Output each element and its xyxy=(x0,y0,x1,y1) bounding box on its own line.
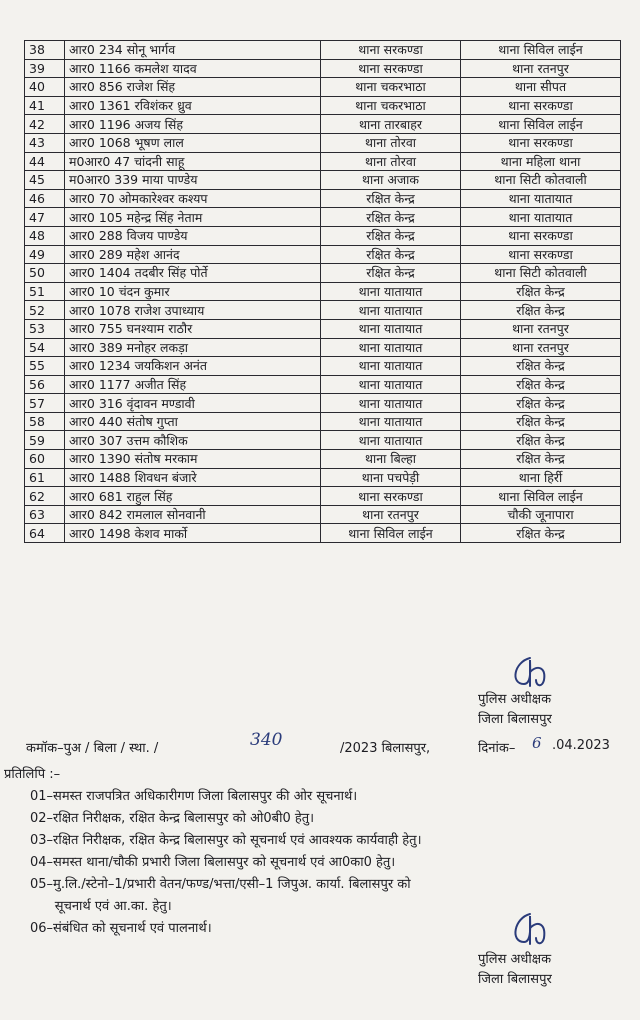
from-station-cell: थाना सरकण्डा xyxy=(321,487,461,506)
to-station-cell: थाना रतनपुर xyxy=(461,338,621,357)
to-station-cell: थाना यातायात xyxy=(461,208,621,227)
constable-name-cell: आर0 842 रामलाल सोनवानी xyxy=(65,505,321,524)
copy-to-heading: प्रतिलिपि :– xyxy=(4,767,61,782)
from-station-cell: थाना यातायात xyxy=(321,338,461,357)
copy-to-item: 04–समस्त थाना/चौकी प्रभारी जिला बिलासपुर को सूचनार्थ एवं आ0का0 हेतु। xyxy=(30,855,396,870)
constable-name-cell: आर0 755 घनश्याम राठौर xyxy=(65,319,321,338)
from-station-cell: थाना सरकण्डा xyxy=(321,59,461,78)
from-station-cell: थाना सिविल लाईन xyxy=(321,524,461,543)
from-station-cell: थाना यातायात xyxy=(321,301,461,320)
to-station-cell: थाना सरकण्डा xyxy=(461,133,621,152)
to-station-cell: थाना यातायात xyxy=(461,189,621,208)
table-row xyxy=(25,301,621,320)
serial-number-cell: 44 xyxy=(25,152,65,171)
table-row xyxy=(25,319,621,338)
signature-block-1 xyxy=(478,690,552,730)
table-row xyxy=(25,189,621,208)
from-station-cell: थाना बिल्हा xyxy=(321,450,461,469)
constable-name-cell: म0आर0 47 चांदनी साहू xyxy=(65,152,321,171)
district: जिला बिलासपुर xyxy=(478,712,552,727)
table-row xyxy=(25,357,621,376)
constable-name-cell: आर0 389 मनोहर लकड़ा xyxy=(65,338,321,357)
table-row xyxy=(25,59,621,78)
serial-number-cell: 58 xyxy=(25,412,65,431)
to-station-cell: थाना सरकण्डा xyxy=(461,226,621,245)
table-row xyxy=(25,450,621,469)
to-station-cell: थाना सरकण्डा xyxy=(461,96,621,115)
serial-number-cell: 48 xyxy=(25,226,65,245)
from-station-cell: थाना यातायात xyxy=(321,357,461,376)
reference-year-place: /2023 बिलासपुर, xyxy=(340,741,431,756)
from-station-cell: थाना चकरभाठा xyxy=(321,78,461,97)
from-station-cell: थाना यातायात xyxy=(321,282,461,301)
constable-name-cell: आर0 1361 रविशंकर ध्रुव xyxy=(65,96,321,115)
from-station-cell: थाना यातायात xyxy=(321,431,461,450)
transfer-table-body xyxy=(25,41,621,543)
to-station-cell: रक्षित केन्द्र xyxy=(461,450,621,469)
table-row xyxy=(25,282,621,301)
constable-name-cell: आर0 1078 राजेश उपाध्याय xyxy=(65,301,321,320)
to-station-cell: थाना सिविल लाईन xyxy=(461,115,621,134)
from-station-cell: रक्षित केन्द्र xyxy=(321,264,461,283)
constable-name-cell: आर0 289 महेश आनंद xyxy=(65,245,321,264)
table-row xyxy=(25,171,621,190)
table-row xyxy=(25,226,621,245)
from-station-cell: थाना यातायात xyxy=(321,319,461,338)
signature-mark xyxy=(500,910,550,948)
constable-name-cell: आर0 288 विजय पाण्डेय xyxy=(65,226,321,245)
serial-number-cell: 63 xyxy=(25,505,65,524)
copy-to-item: 05–मु.लि./स्टेनो–1/प्रभारी वेतन/फण्ड/भत्ता/एसी–1 जिपुअ. कार्या. बिलासपुर को xyxy=(30,877,411,892)
constable-name-cell: आर0 1068 भूषण लाल xyxy=(65,133,321,152)
table-row xyxy=(25,431,621,450)
from-station-cell: थाना अजाक xyxy=(321,171,461,190)
reference-number: 340 xyxy=(250,730,283,750)
from-station-cell: थाना यातायात xyxy=(321,375,461,394)
table-row xyxy=(25,412,621,431)
to-station-cell: चौकी जूनापारा xyxy=(461,505,621,524)
constable-name-cell: आर0 681 राहुल सिंह xyxy=(65,487,321,506)
from-station-cell: थाना तोरवा xyxy=(321,133,461,152)
constable-name-cell: आर0 1166 कमलेश यादव xyxy=(65,59,321,78)
constable-name-cell: आर0 1177 अजीत सिंह xyxy=(65,375,321,394)
from-station-cell: थाना रतनपुर xyxy=(321,505,461,524)
serial-number-cell: 64 xyxy=(25,524,65,543)
table-row xyxy=(25,505,621,524)
table-row xyxy=(25,264,621,283)
serial-number-cell: 46 xyxy=(25,189,65,208)
serial-number-cell: 51 xyxy=(25,282,65,301)
serial-number-cell: 59 xyxy=(25,431,65,450)
from-station-cell: रक्षित केन्द्र xyxy=(321,189,461,208)
date-month-year: .04.2023 xyxy=(552,738,610,753)
date-day: 6 xyxy=(532,734,542,752)
serial-number-cell: 61 xyxy=(25,468,65,487)
constable-name-cell: आर0 440 संतोष गुप्ता xyxy=(65,412,321,431)
constable-name-cell: आर0 1404 तदबीर सिंह पोर्ते xyxy=(65,264,321,283)
serial-number-cell: 55 xyxy=(25,357,65,376)
from-station-cell: थाना तारबाहर xyxy=(321,115,461,134)
from-station-cell: थाना तोरवा xyxy=(321,152,461,171)
table-row xyxy=(25,524,621,543)
to-station-cell: थाना सिविल लाईन xyxy=(461,41,621,60)
table-row xyxy=(25,152,621,171)
to-station-cell: थाना हिर्री xyxy=(461,468,621,487)
constable-name-cell: आर0 307 उत्तम कौशिक xyxy=(65,431,321,450)
to-station-cell: थाना रतनपुर xyxy=(461,319,621,338)
table-row xyxy=(25,115,621,134)
to-station-cell: थाना महिला थाना xyxy=(461,152,621,171)
to-station-cell: रक्षित केन्द्र xyxy=(461,301,621,320)
reference-kramank: कमॉक–पुअ / बिला / स्था. / xyxy=(26,741,159,756)
copy-to-item: 01–समस्त राजपत्रित अधिकारीगण जिला बिलासपुर की ओर सूचनार्थ। xyxy=(30,789,358,804)
table-row xyxy=(25,78,621,97)
copy-to-item: 06–संबंधित को सूचनार्थ एवं पालनार्थ। xyxy=(30,921,212,936)
from-station-cell: थाना चकरभाठा xyxy=(321,96,461,115)
constable-name-cell: म0आर0 339 माया पाण्डेय xyxy=(65,171,321,190)
to-station-cell: थाना रतनपुर xyxy=(461,59,621,78)
table-row xyxy=(25,468,621,487)
serial-number-cell: 54 xyxy=(25,338,65,357)
constable-name-cell: आर0 1488 शिवधन बंजारे xyxy=(65,468,321,487)
from-station-cell: रक्षित केन्द्र xyxy=(321,226,461,245)
table-row xyxy=(25,375,621,394)
to-station-cell: थाना सिविल लाईन xyxy=(461,487,621,506)
constable-name-cell: आर0 1390 संतोष मरकाम xyxy=(65,450,321,469)
transfer-table xyxy=(24,40,621,543)
constable-name-cell: आर0 70 ओमकारेश्वर कश्यप xyxy=(65,189,321,208)
table-row xyxy=(25,487,621,506)
serial-number-cell: 42 xyxy=(25,115,65,134)
constable-name-cell: आर0 10 चंदन कुमार xyxy=(65,282,321,301)
date-label: दिनांक– xyxy=(478,741,516,756)
serial-number-cell: 43 xyxy=(25,133,65,152)
table-row xyxy=(25,96,621,115)
to-station-cell: थाना सिटी कोतवाली xyxy=(461,171,621,190)
district: जिला बिलासपुर xyxy=(478,972,552,987)
to-station-cell: रक्षित केन्द्र xyxy=(461,282,621,301)
table-row xyxy=(25,41,621,60)
to-station-cell: थाना सिटी कोतवाली xyxy=(461,264,621,283)
from-station-cell: थाना पचपेड़ी xyxy=(321,468,461,487)
to-station-cell: थाना सरकण्डा xyxy=(461,245,621,264)
to-station-cell: रक्षित केन्द्र xyxy=(461,431,621,450)
serial-number-cell: 50 xyxy=(25,264,65,283)
to-station-cell: रक्षित केन्द्र xyxy=(461,357,621,376)
from-station-cell: थाना सरकण्डा xyxy=(321,41,461,60)
from-station-cell: रक्षित केन्द्र xyxy=(321,245,461,264)
serial-number-cell: 53 xyxy=(25,319,65,338)
serial-number-cell: 57 xyxy=(25,394,65,413)
serial-number-cell: 49 xyxy=(25,245,65,264)
serial-number-cell: 60 xyxy=(25,450,65,469)
copy-to-item: सूचनार्थ एवं आ.का. हेतु। xyxy=(30,899,172,914)
to-station-cell: रक्षित केन्द्र xyxy=(461,412,621,431)
constable-name-cell: आर0 856 राजेश सिंह xyxy=(65,78,321,97)
to-station-cell: थाना सीपत xyxy=(461,78,621,97)
table-row xyxy=(25,394,621,413)
signature-block-2 xyxy=(478,950,552,990)
to-station-cell: रक्षित केन्द्र xyxy=(461,375,621,394)
serial-number-cell: 41 xyxy=(25,96,65,115)
serial-number-cell: 62 xyxy=(25,487,65,506)
serial-number-cell: 56 xyxy=(25,375,65,394)
table-row xyxy=(25,245,621,264)
to-station-cell: रक्षित केन्द्र xyxy=(461,394,621,413)
table-row xyxy=(25,208,621,227)
serial-number-cell: 52 xyxy=(25,301,65,320)
serial-number-cell: 39 xyxy=(25,59,65,78)
copy-to-item: 02–रक्षित निरीक्षक, रक्षित केन्द्र बिलासपुर को ओ0बी0 हेतु। xyxy=(30,811,315,826)
constable-name-cell: आर0 234 सोनू भार्गव xyxy=(65,41,321,60)
designation: पुलिस अधीक्षक xyxy=(478,692,552,707)
constable-name-cell: आर0 1498 केशव मार्को xyxy=(65,524,321,543)
constable-name-cell: आर0 1196 अजय सिंह xyxy=(65,115,321,134)
signature-mark xyxy=(500,654,550,690)
serial-number-cell: 45 xyxy=(25,171,65,190)
constable-name-cell: आर0 105 महेन्द्र सिंह नेताम xyxy=(65,208,321,227)
from-station-cell: रक्षित केन्द्र xyxy=(321,208,461,227)
constable-name-cell: आर0 316 वृंदावन मण्डावी xyxy=(65,394,321,413)
serial-number-cell: 47 xyxy=(25,208,65,227)
to-station-cell: रक्षित केन्द्र xyxy=(461,524,621,543)
serial-number-cell: 40 xyxy=(25,78,65,97)
designation: पुलिस अधीक्षक xyxy=(478,952,552,967)
serial-number-cell: 38 xyxy=(25,41,65,60)
table-row xyxy=(25,133,621,152)
copy-to-item: 03–रक्षित निरीक्षक, रक्षित केन्द्र बिलासपुर को सूचनार्थ एवं आवश्यक कार्यवाही हेतु। xyxy=(30,833,422,848)
from-station-cell: थाना यातायात xyxy=(321,412,461,431)
from-station-cell: थाना यातायात xyxy=(321,394,461,413)
constable-name-cell: आर0 1234 जयकिशन अनंत xyxy=(65,357,321,376)
table-row xyxy=(25,338,621,357)
